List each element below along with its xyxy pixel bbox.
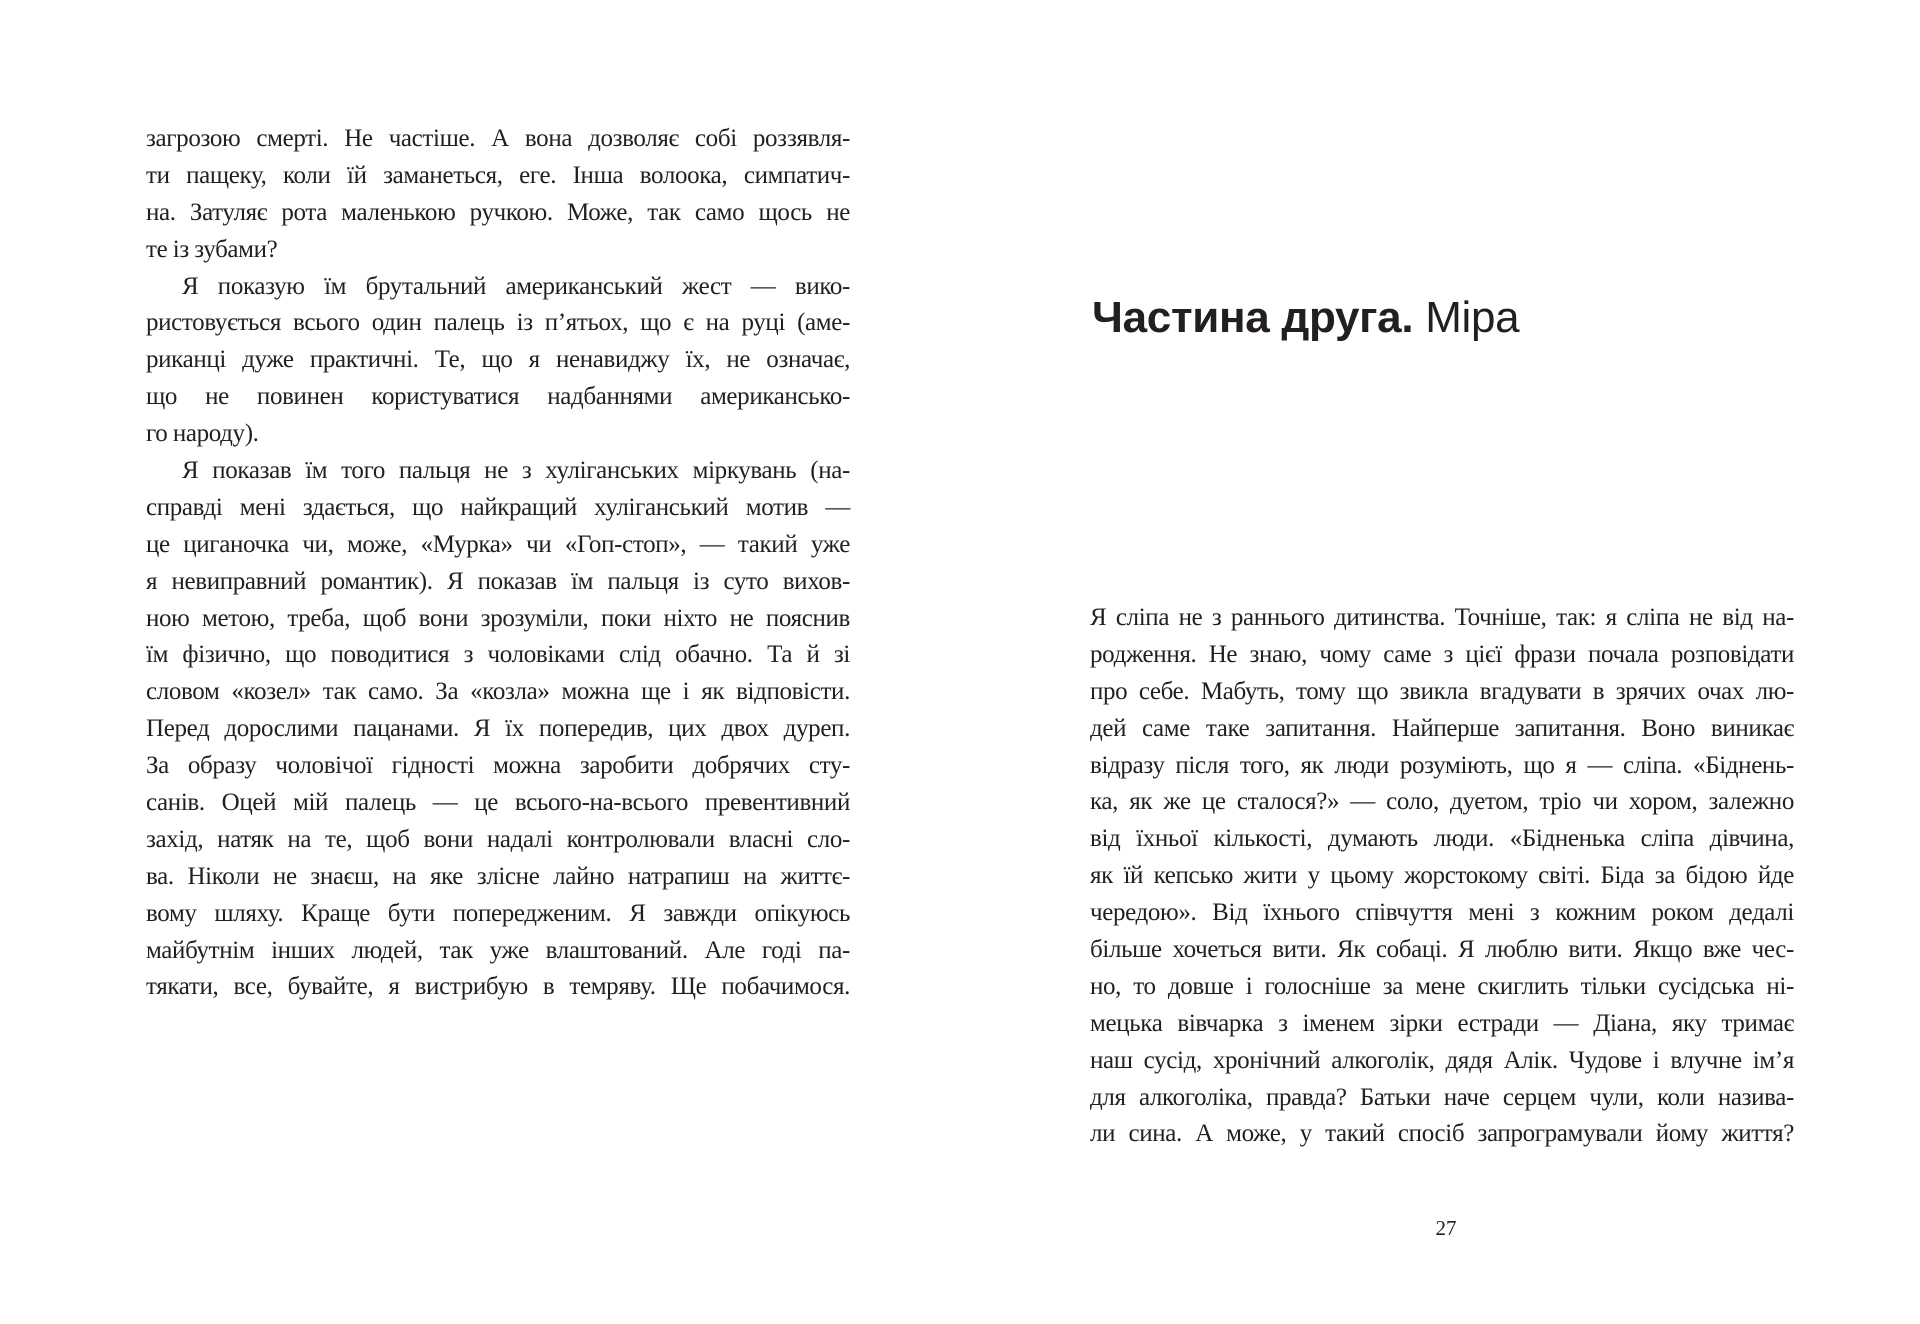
text-line: відразу після того, як люди розуміють, що я — сліпа. «Біднень- [1090,751,1794,779]
paragraph [146,269,850,453]
text-line: ва. Ніколи не знаєш, на яке злісне лайно натрапиш на життє- [146,862,850,890]
text-line: вому шляху. Краще бути попередженим. Я завжди опікуюсь [146,899,850,927]
text-line: більше хочеться вити. Як собаці. Я люблю вити. Якщо вже чес- [1090,936,1794,964]
text-line: ристовується всього один палець із п’ятьох, що є на руці (аме- [146,309,850,337]
text-line: від їхньої кількості, думають люди. «Бідненька сліпа дівчина, [1090,825,1794,853]
paragraph [146,121,850,269]
text-line: ли сина. А може, у такий спосіб запрограмували йому життя? [1090,1120,1794,1148]
text-line: За образу чоловічої гідності можна заробити добрячих сту- [146,752,850,780]
text-line: ка, як же це сталося?» — соло, дуетом, тріо чи хором, залежно [1090,788,1794,816]
chapter-heading [1092,290,1519,346]
paragraph [1090,600,1794,1153]
text-line: для алкоголіка, правда? Батьки наче серцем чули, коли назива- [1090,1083,1794,1111]
text-line: но, то довше і голосніше за мене скиглить тільки сусідська ні- [1090,972,1794,1000]
text-line: як їй кепсько жити у цьому жорстокому світі. Біда за бідою йде [1090,862,1794,890]
text-line: наш сусід, хронічний алкоголік, дядя Алік. Чудове і влучне ім’я [1090,1046,1794,1074]
text-line: ти пащеку, коли їй заманеться, еге. Інша волоока, симпатич- [146,161,850,189]
text-line: Перед дорослими пацанами. Я їх попередив, цих двох дуреп. [146,715,850,743]
text-line: це циганочка чи, може, «Мурка» чи «Гоп-стоп», — такий уже [146,530,850,558]
text-line: те із зубами? [146,235,278,263]
text-line: загрозою смерті. Не частіше. А вона дозволяє собі роззявля- [146,125,850,152]
paragraph [146,453,850,1006]
text-line: словом «козел» так само. За «козла» можна ще і як відповісти. [146,678,850,706]
text-line: дей саме таке запитання. Найперше запитання. Воно виникає [1090,714,1794,742]
text-line: го народу). [146,420,259,448]
right-page [960,0,1920,1324]
text-line: чередою». Від їхнього співчуття мені з кожним роком дедалі [1090,899,1794,927]
text-line: мецька вівчарка з іменем зірки естради — Діана, яку тримає [1090,1009,1794,1037]
text-line: санів. Оцей мій палець — це всього-на-всього превентивний [146,789,850,817]
right-page-body [1090,600,1794,1153]
text-line: що не повинен користуватися надбаннями американсько- [146,383,850,411]
text-line: я невиправний романтик). Я показав їм пальця із суто вихов- [146,567,850,595]
text-line: про себе. Мабуть, тому що звикла вгадувати в зрячих очах лю- [1090,677,1794,705]
text-line: на. Затуляє рота маленькою ручкою. Може, так само щось не [146,198,850,226]
chapter-heading-character: Міра [1425,293,1520,342]
text-line: Я показую їм брутальний американський жест — вико- [182,272,850,300]
left-page-body [146,121,850,1006]
text-line: ною метою, треба, щоб вони зрозуміли, поки ніхто не пояснив [146,604,850,632]
text-line: їм фізично, що поводитися з чоловіками слід обачно. Та й зі [146,641,850,669]
text-line: захід, натяк на те, щоб вони надалі контролювали власні сло- [146,825,850,853]
text-line: родження. Не знаю, чому саме з цієї фрази почала розповідати [1090,640,1794,668]
text-line: Я сліпа не з раннього дитинства. Точніше, так: я сліпа не від на- [1090,604,1794,631]
text-line: тякати, все, бувайте, я вистрибую в темряву. Ще побачимося. [146,973,850,1001]
page-number: 27 [1435,1216,1457,1240]
text-line: риканці дуже практичні. Те, що я ненавиджу їх, не означає, [146,346,850,374]
text-line: майбутнім інших людей, так уже влаштований. Але годі па- [146,936,850,964]
chapter-heading-part: Частина друга. [1092,293,1414,342]
text-line: Я показав їм того пальця не з хуліганських міркувань (на- [182,457,850,485]
text-line: справді мені здається, що найкращий хуліганський мотив — [146,493,850,521]
